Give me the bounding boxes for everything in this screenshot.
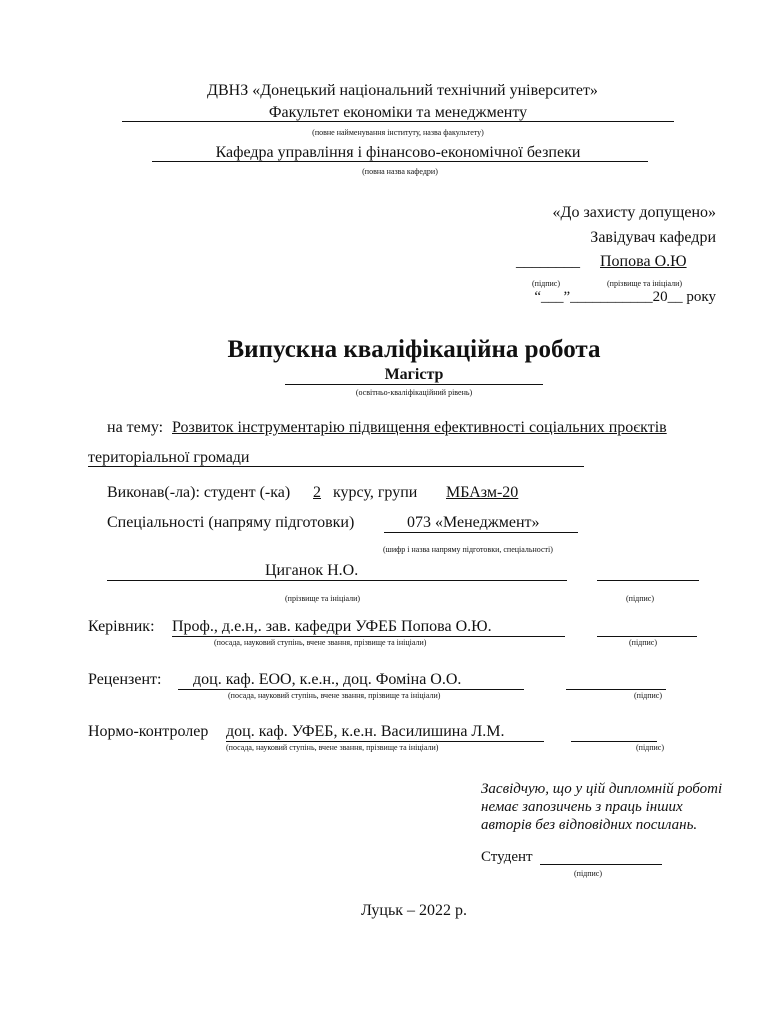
student-name: Циганок Н.О. <box>265 562 359 579</box>
approval-date-line: “___”___________20__ року <box>534 289 716 305</box>
approval-head-name: Попова О.Ю <box>600 253 687 270</box>
reviewer-label: Рецензент: <box>88 671 162 688</box>
specialty-caption: (шифр і назва напряму підготовки, спеціальності) <box>383 545 553 554</box>
certification-signature-caption: (підпис) <box>574 869 603 878</box>
norm-controller-underline <box>226 741 544 742</box>
reviewer-signature-line <box>566 689 666 690</box>
supervisor-signature-line <box>597 636 697 637</box>
supervisor-signature-caption: (підпис) <box>629 638 658 647</box>
qualification-level-caption: (освітньо-кваліфікаційний рівень) <box>355 388 473 397</box>
approval-signature-blank: ________ <box>516 253 580 270</box>
norm-controller-value: доц. каф. УФЕБ, к.е.н. Василишина Л.М. <box>226 723 505 740</box>
approval-name-caption: (прізвище та ініціали) <box>607 279 683 288</box>
student-signature-line <box>597 580 699 581</box>
reviewer-value: доц. каф. ЕОО, к.е.н., доц. Фоміна О.О. <box>193 671 462 688</box>
norm-controller-label: Нормо-контролер <box>88 723 209 740</box>
norm-controller-caption: (посада, науковий ступінь, вчене звання, прізвище та ініціали) <box>226 743 439 752</box>
student-signature-caption: (підпис) <box>626 594 655 603</box>
supervisor-value: Проф., д.е.н,. зав. кафедри УФЕБ Попова О.Ю. <box>172 618 492 635</box>
faculty-caption: (повне найменування інституту, назва факультету) <box>312 128 484 137</box>
group-value: МБАзм-20 <box>446 484 519 501</box>
specialty-value: 073 «Менеджмент» <box>407 514 540 531</box>
topic-prefix: на тему: <box>107 419 164 436</box>
level-underline <box>285 384 543 385</box>
specialty-label: Спеціальності (напряму підготовки) <box>107 514 355 531</box>
specialty-underline <box>384 532 578 533</box>
topic-line-1: Розвиток інструментарію підвищення ефективності соціальних проєктів <box>172 419 667 436</box>
city-year: Луцьк – 2022 р. <box>360 902 468 919</box>
university-name: ДВНЗ «Донецький національний технічний університет» <box>207 82 598 99</box>
certification-student-label: Студент <box>481 849 533 865</box>
certification-line-3: авторів без відповідних посилань. <box>481 817 698 833</box>
approval-signature-caption: (підпис) <box>532 279 561 288</box>
certification-line-1: Засвідчую, що у цій дипломній роботі <box>481 781 723 797</box>
department-caption: (повна назва кафедри) <box>362 167 438 176</box>
norm-controller-signature-line <box>571 741 657 742</box>
supervisor-underline <box>172 636 565 637</box>
qualification-level: Магістр <box>384 366 444 383</box>
reviewer-caption: (посада, науковий ступінь, вчене звання, прізвище та ініціали) <box>228 691 441 700</box>
student-name-caption: (прізвище та ініціали) <box>285 594 361 603</box>
supervisor-caption: (посада, науковий ступінь, вчене звання, прізвище та ініціали) <box>214 638 427 647</box>
performed-by-label: Виконав(-ла): студент (-ка) <box>107 484 291 501</box>
approval-role: Завідувач кафедри <box>590 229 716 246</box>
certification-signature-line <box>540 864 662 865</box>
reviewer-underline <box>178 689 524 690</box>
document-title: Випускна кваліфікаційна робота <box>227 336 601 363</box>
course-label: курсу, групи <box>333 484 418 501</box>
norm-controller-signature-caption: (підпис) <box>636 743 665 752</box>
reviewer-signature-caption: (підпис) <box>634 691 663 700</box>
approval-title: «До захисту допущено» <box>552 204 716 221</box>
certification-line-2: немає запозичень з праць інших <box>481 799 683 815</box>
supervisor-label: Керівник: <box>88 618 155 635</box>
student-name-underline <box>107 580 567 581</box>
course-value: 2 <box>313 484 321 501</box>
faculty-name: Факультет економіки та менеджменту <box>268 104 528 121</box>
department-name: Кафедра управління і фінансово-економічної безпеки <box>215 144 581 161</box>
topic-line-2: територіальної громади <box>88 449 250 466</box>
